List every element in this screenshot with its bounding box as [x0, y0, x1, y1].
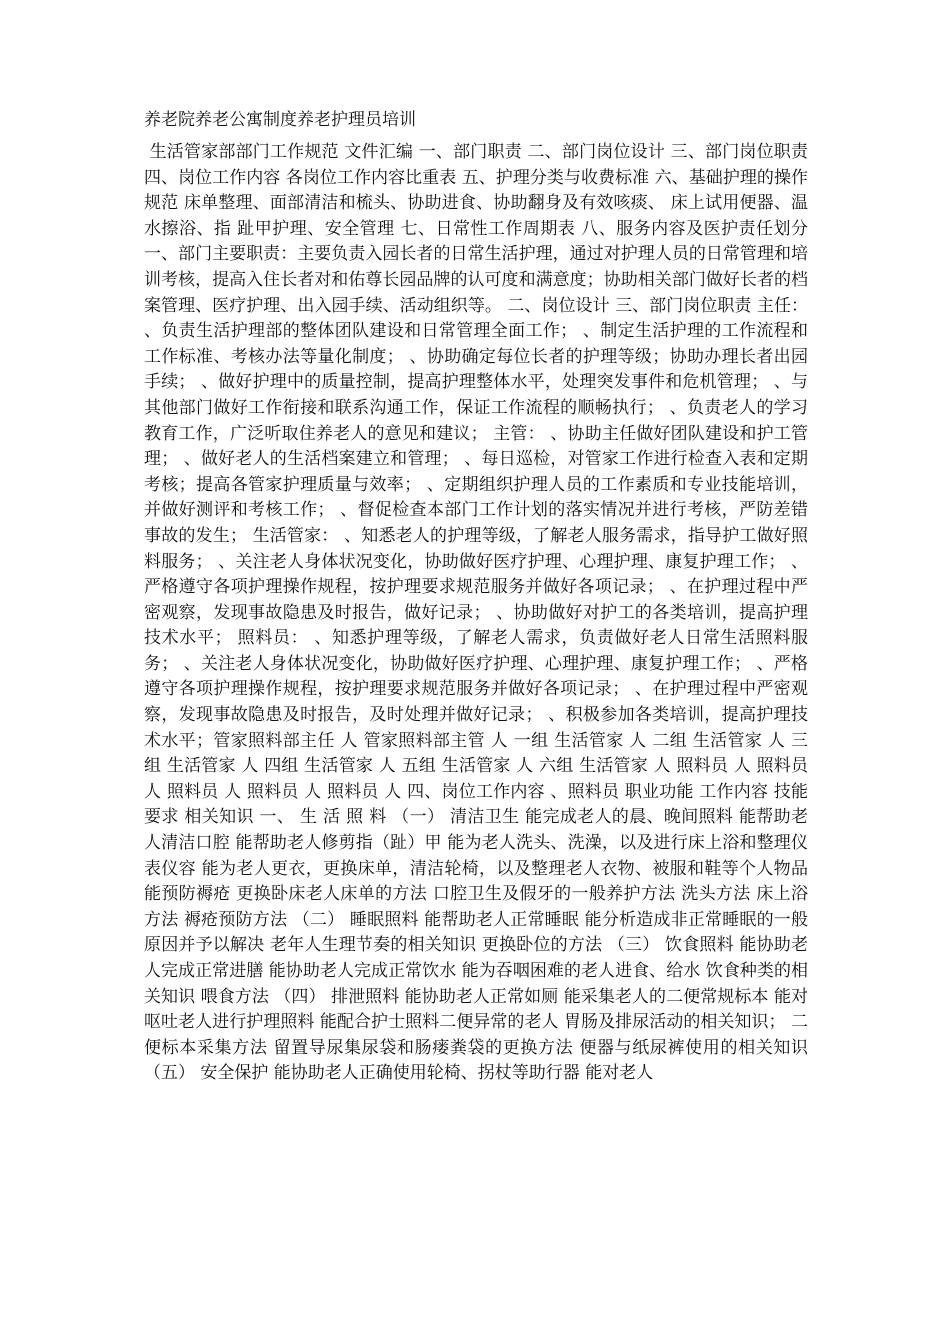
document-body: 生活管家部部门工作规范 文件汇编 一、部门职责 二、部门岗位设计 三、部门岗位职责 四、岗位工作内容 各岗位工作内容比重表 五、护理分类与收费标准 六、基础护理的操作规范 床单整理、面部清洁和梳头、协助进食、协助翻身及有效咳痰、 床上试用便器、温水擦浴、指 趾甲护理、安全管理 七、日常性工作周期表 八、服务内容及医护责任划分 一、部门主要职责：主要负责入园长者的日常生活护理，通过对护理人员的日常管理和培训考核，提高入住长者对和佑尊长园品牌的认可度和满意度；协助相关部门做好长者的档案管理、医疗护理、出入园手续、活动组织等。 二、岗位设计 三、部门岗位职责 主任： 、负责生活护理部的整体团队建设和日常管理全面工作； 、制定生活护理的工作流程和工作标准、考核办法等量化制度； 、协助确定每位长者的护理等级；协助办理长者出园手续； 、做好护理中的质量控制，提高护理整体水平，处理突发事件和危机管理； 、与其他部门做好工作衔接和联系沟通工作，保证工作流程的顺畅执行； 、负责老人的学习教育工作，广泛听取住养老人的意见和建议； 主管： 、协助主任做好团队建设和护工管理； 、做好老人的生活档案建立和管理； 、每日巡检，对管家工作进行检查入表和定期考核；提高各管家护理质量与效率； 、定期组织护理人员的工作素质和专业技能培训，并做好测评和考核工作； 、督促检查本部门工作计划的落实情况并进行考核，严防差错事故的发生； 生活管家： 、知悉老人的护理等级，了解老人服务需求，指导护工做好照料服务； 、关注老人身体状况变化，协助做好医疗护理、心理护理、康复护理工作； 、严格遵守各项护理操作规程，按护理要求规范服务并做好各项记录； 、在护理过程中严密观察，发现事故隐患及时报告，做好记录； 、协助做好对护工的各类培训，提高护理技术水平； 照料员： 、知悉护理等级，了解老人需求，负责做好老人日常生活照料服务； 、关注老人身体状况变化，协助做好医疗护理、心理护理、康复护理工作； 、严格遵守各项护理操作规程，按护理要求规范服务并做好各项记录； 、在护理过程中严密观察，发现事故隐患及时报告，及时处理并做好记录； 、积极参加各类培训，提高护理技术水平；管家照料部主任 人 管家照料部主管 人 一组 生活管家 人 二组 生活管家 人 三组 生活管家 人 四组 生活管家 人 五组 生活管家 人 六组 生活管家 人 照料员 人 照料员 人 照料员 人 照料员 人 照料员 人 四、岗位工作内容 、照料员 职业功能 工作内容 技能要求 相关知识 一、 生 活 照 料 （一） 清洁卫生 能完成老人的晨、晚间照料 能帮助老人清洁口腔 能帮助老人修剪指（趾）甲 能为老人洗头、洗澡，以及进行床上浴和整理仪表仪容 能为老人更衣，更换床单，清洁轮椅，以及整理老人衣物、被服和鞋等个人物品 能预防褥疮 更换卧床老人床单的方法 口腔卫生及假牙的一般养护方法 洗头方法 床上浴方法 褥疮预防方法 （二） 睡眠照料 能帮助老人正常睡眠 能分析造成非正常睡眠的一般原因并予以解决 老年人生理节奏的相关知识 更换卧位的方法 （三） 饮食照料 能协助老人完成正常进膳 能协助老人完成正常饮水 能为吞咽困难的老人进食、给水 饮食种类的相关知识 喂食方法 （四） 排泄照料 能协助老人正常如厕 能采集老人的二便常规标本 能对呕吐老人进行护理照料 能配合护士照料二便异常的老人 胃肠及排尿活动的相关知识； 二便标本采集方法 留置导尿集尿袋和肠瘘粪袋的更换方法 便器与纸尿裤使用的相关知识 （五） 安全保护 能协助老人正确使用轮椅、拐杖等助行器 能对老人: [144, 142, 814, 1084]
document-page: [144, 108, 814, 1087]
document-title: 养老院养老公寓制度养老护理员培训: [144, 110, 416, 130]
